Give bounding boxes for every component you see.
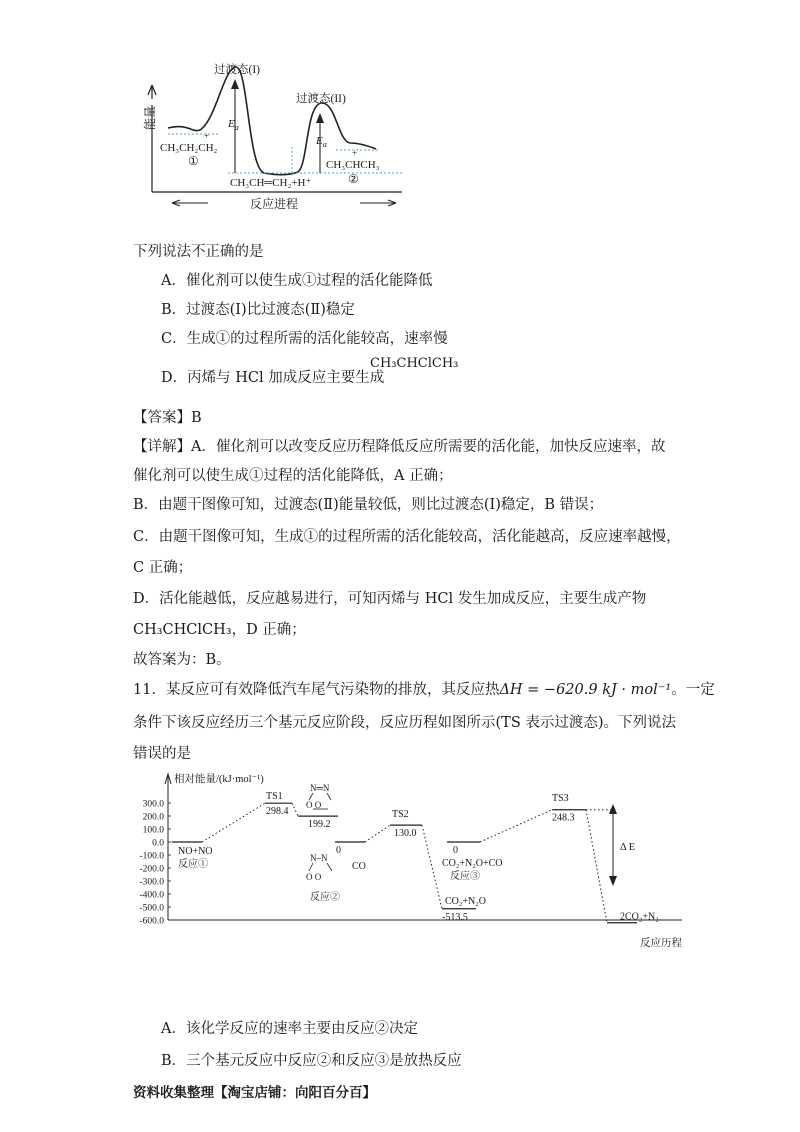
fig1-right-plus: + [352, 148, 358, 158]
y-axis-arrow-icon [148, 85, 156, 99]
delta-e-down-arrow-icon [609, 876, 617, 886]
q11-option-b: B．三个基元反应中反应②和反应③是放热反应 [161, 1053, 462, 1069]
ea-arrow-1-icon [231, 79, 239, 89]
fig1-middle-species: CH₃CH═CH₂+H⁺ [230, 177, 312, 189]
ts3-label: TS3 [552, 793, 569, 804]
ts2-label: TS2 [392, 809, 409, 820]
co-label: CO [352, 861, 366, 872]
fig1-right-species: CH₃CHCH₃ [326, 159, 380, 171]
product-label: 2CO₂+N₂ [620, 911, 659, 923]
q10-option-b: B．过渡态(Ⅰ)比过渡态(Ⅱ)稳定 [161, 302, 355, 318]
chart-ytick-label: -100.0 [139, 851, 164, 862]
delta-e-label: Δ E [620, 842, 636, 853]
reaction-energy-chart [120, 768, 690, 958]
chain-intermediate-structure [306, 853, 332, 882]
delta-e-up-arrow-icon [609, 804, 617, 814]
q10-option-d-formula: CH₃CHClCH₃ [370, 356, 459, 371]
path-connector-6 [586, 810, 607, 923]
chart-ytick-label: 300.0 [142, 799, 164, 810]
chart-ytick-label: -600.0 [139, 916, 164, 927]
ts2-value: 130.0 [394, 828, 417, 840]
path-connector-2 [292, 803, 298, 816]
q11-delta-h: ΔH = −620.9 kJ · mol⁻¹ [499, 682, 672, 698]
q10-stem: 下列说法不正确的是 [133, 244, 264, 260]
co2n2o-label: CO₂+N₂O [445, 895, 486, 907]
svg-text:N═N: N═N [310, 783, 330, 793]
zero2-value: 0 [336, 845, 341, 856]
q11-line-3: 错误的是 [133, 746, 191, 762]
path-connector-1 [202, 803, 265, 842]
fig1-ts2-label: 过渡态(II) [296, 93, 346, 105]
q10-option-d: D．丙烯与 HCl 加成反应主要生成 [161, 370, 385, 386]
fig1-xlabel: 反应进程 [250, 197, 299, 211]
q10-detail-line-7: CH₃CHClCH₃，D 正确； [133, 622, 306, 638]
chart-ytick-label: -400.0 [139, 890, 164, 901]
q10-detail-line-3: B．由题干图像可知，过渡态(Ⅱ)能量较低，则比过渡态(Ⅰ)稳定，B 错误； [133, 497, 604, 513]
q10-option-a: A．催化剂可以使生成①过程的活化能降低 [161, 273, 433, 289]
chart-ytick-label: 100.0 [142, 825, 164, 836]
fig1-right-num: ② [348, 172, 359, 186]
path-connector-5 [480, 810, 552, 842]
energy-profile-figure [140, 55, 420, 215]
low-value: -513.5 [442, 911, 468, 923]
fig1-left-plus: + [204, 131, 210, 141]
fig1-ylabel: 能量 [143, 105, 157, 130]
svg-text:Ea: $E_a$ [228, 118, 239, 132]
chart-xlabel: 反应历程 [640, 938, 682, 949]
fig1-ea1: E [228, 118, 235, 130]
fig1-ea2: E [316, 135, 323, 147]
svg-text:N–N: N–N [310, 853, 328, 863]
page-footer: 资料收集整理【淘宝店铺：向阳百分百】 [133, 1085, 376, 1101]
chart-ytick-label: 0.0 [152, 838, 164, 849]
int1-value: 199.2 [308, 819, 331, 831]
path-connector-4 [422, 825, 442, 909]
q10-option-c: C．生成①的过程所需的活化能较高，速率慢 [161, 331, 448, 347]
ts1-label: TS1 [266, 791, 283, 802]
fig1-left-num: ① [188, 154, 199, 168]
q10-detail-line-4: C．由题干图像可知，生成①的过程所需的活化能较高，活化能越高，反应速率越慢， [133, 529, 681, 545]
q10-detail-line-2: 催化剂可以使生成①过程的活化能降低，A 正确； [133, 468, 453, 484]
chart-ytick-label: -300.0 [139, 877, 164, 888]
q10-detail-line-6: D．活化能越低，反应越易进行，可知丙烯与 HCl 发生加成反应，主要生成产物 [133, 591, 647, 607]
svg-text:Ea: $E_a$ [316, 135, 327, 149]
left-arrow-icon [172, 200, 208, 206]
fig1-ts1-label: 过渡态(I) [214, 64, 260, 76]
q10-detail-line-5: C 正确； [133, 560, 193, 576]
reaction-3-label: 反应③ [450, 871, 480, 882]
ts1-value: 298.4 [266, 806, 289, 818]
path-connector-3 [365, 825, 390, 842]
fig1-left-species: CH₃CH₂CH₂ [160, 142, 218, 154]
chart-ytick-label: 200.0 [142, 812, 164, 823]
svg-text:O O: O O [306, 872, 322, 882]
zero3-value: 0 [453, 845, 458, 856]
chart-ytick-label: -200.0 [139, 864, 164, 875]
chart-ytick-label: -500.0 [139, 903, 164, 914]
q10-answer: 【答案】B [133, 410, 202, 426]
reaction-2-label: 反应② [310, 892, 340, 903]
ea-arrow-2-icon [316, 113, 324, 123]
co2n2o-co-label: CO₂+N₂O+CO [442, 858, 503, 869]
q11-line-1: 11．某反应可有效降低汽车尾气污染物的排放，其反应热ΔH = −620.9 kJ · mol⁻¹。一定 [133, 682, 715, 698]
q11-option-a: A．该化学反应的速率主要由反应②决定 [161, 1021, 418, 1037]
reaction-1-label: 反应① [178, 859, 208, 870]
chart-ylabel: 相对能量/(kJ·mol⁻¹) [174, 774, 264, 785]
q10-detail-line-1: 【详解】A．催化剂可以改变反应历程降低反应所需要的活化能，加快反应速率，故 [133, 439, 666, 455]
svg-text:O O: O O [306, 800, 322, 810]
ts3-value: 248.3 [552, 812, 575, 824]
no-no-label: NO+NO [178, 846, 213, 857]
q11-line-2: 条件下该反应经历三个基元反应阶段，反应历程如图所示(TS 表示过渡态)。下列说法 [133, 715, 677, 731]
q10-detail-line-8: 故答案为：B。 [133, 652, 231, 668]
ring-intermediate-structure [306, 783, 331, 810]
right-arrow-icon [360, 200, 396, 206]
